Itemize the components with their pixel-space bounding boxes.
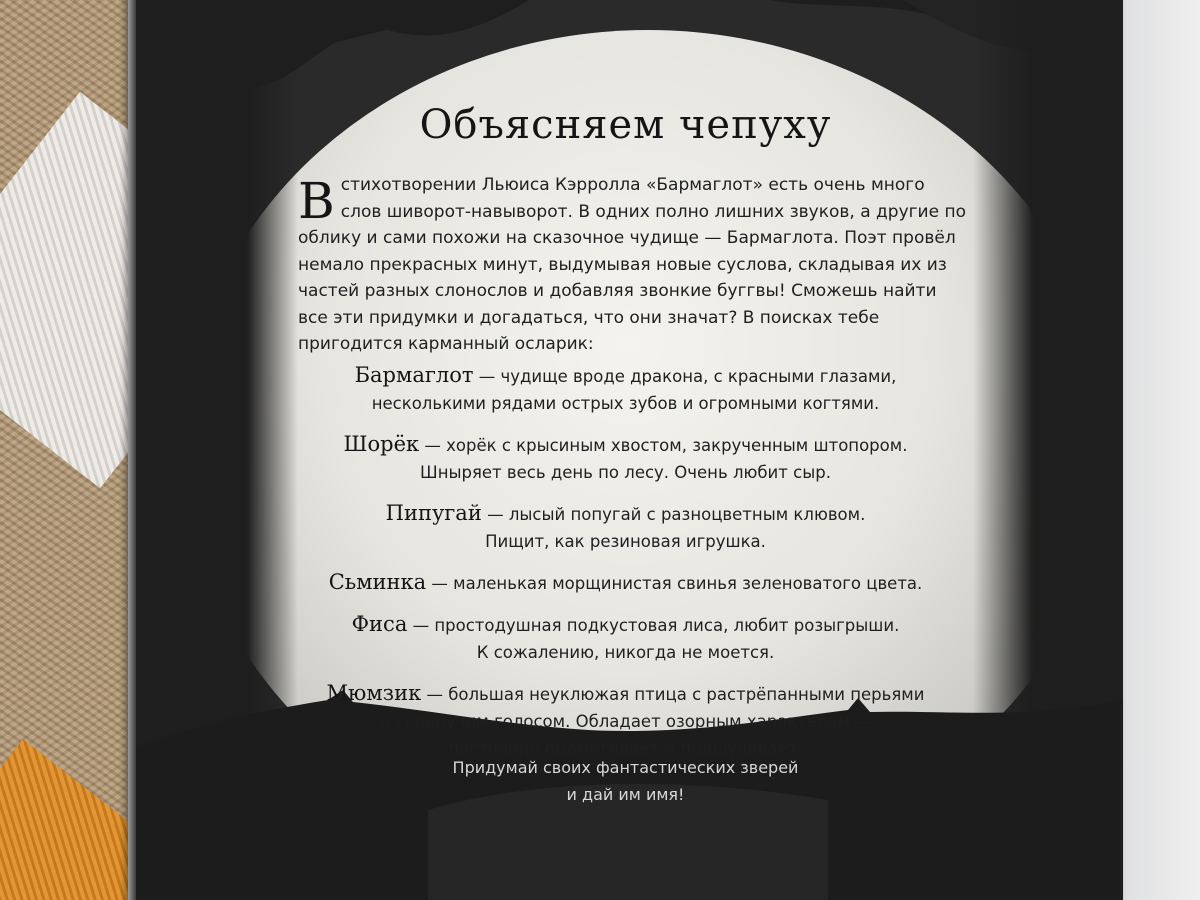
glossary-entry-syminka bbox=[128, 569, 1123, 597]
glossary-definition: — большая неуклюжая птица с растрёпанными перьями bbox=[421, 685, 925, 704]
glossary-term: Шорёк bbox=[343, 432, 420, 456]
glossary-definition: — маленькая морщинистая свинья зеленоватого цвета. bbox=[426, 574, 923, 593]
intro-text: стихотворении Льюиса Кэрролла «Бармаглот» есть очень много слов шиворот-навыворот. В одних полно лишних звуков, а другие по облику и сами похожи на сказочное чудище — Бармаглота. Поэт провёл немало прекрасных минут, выдумывая новые суслова, складывая их из частей разных слонослов и добавляя звонкие буггвы! Сможешь найти все эти придумки и догадаться, что они значат? В поисках тебе пригодится карманный осларик: bbox=[298, 175, 966, 354]
glossary-entry-fisa bbox=[128, 611, 1123, 666]
glossary-term: Сьминка bbox=[328, 570, 427, 594]
glossary-term: Пипугай bbox=[385, 501, 482, 525]
glossary-definition-cont: постоянно подмигивает и подшучивает. bbox=[448, 739, 803, 758]
glossary-term: Бармаглот bbox=[354, 363, 474, 387]
glossary-definition-cont: К сожалению, никогда не моется. bbox=[476, 643, 775, 662]
glossary-definition: — хорёк с крысиным хвостом, закрученным штопором. bbox=[419, 436, 908, 455]
glossary-definition: — простодушная подкустовая лиса, любит розыгрыши. bbox=[407, 616, 900, 635]
closing-line-2: и дай им имя! bbox=[566, 785, 685, 804]
page-text-block bbox=[128, 0, 1123, 900]
glossary-definition-cont: Шныряет весь день по лесу. Очень любит сыр. bbox=[420, 463, 831, 482]
closing-line-1: Придумай своих фантастических зверей bbox=[452, 758, 799, 777]
glossary-term: Фиса bbox=[351, 612, 408, 636]
glossary-entry-myumzik bbox=[128, 680, 1123, 762]
glossary-definition-cont: несколькими рядами острых зубов и огромными когтями. bbox=[371, 394, 880, 413]
page-edge bbox=[128, 0, 136, 900]
glossary-definition-cont: Пищит, как резиновая игрушка. bbox=[485, 532, 766, 551]
glossary-entry-barmaglot bbox=[128, 362, 1123, 417]
glossary-list bbox=[128, 362, 1123, 776]
glossary-definition-cont: и скрипучим голосом. Обладает озорным характером — bbox=[379, 712, 872, 731]
glossary-entry-pipugai bbox=[128, 500, 1123, 555]
glossary-definition: — лысый попугай с разноцветным клювом. bbox=[481, 505, 866, 524]
glossary-entry-shoryok bbox=[128, 431, 1123, 486]
intro-paragraph bbox=[298, 172, 968, 358]
page-title: Объясняем чепуху bbox=[419, 102, 832, 148]
drop-cap-letter: В bbox=[298, 172, 335, 230]
glossary-definition: — чудище вроде дракона, с красными глазами, bbox=[473, 367, 897, 386]
book-page bbox=[128, 0, 1123, 900]
glossary-term: Мюмзик bbox=[326, 681, 422, 705]
closing-prompt bbox=[128, 754, 1123, 808]
